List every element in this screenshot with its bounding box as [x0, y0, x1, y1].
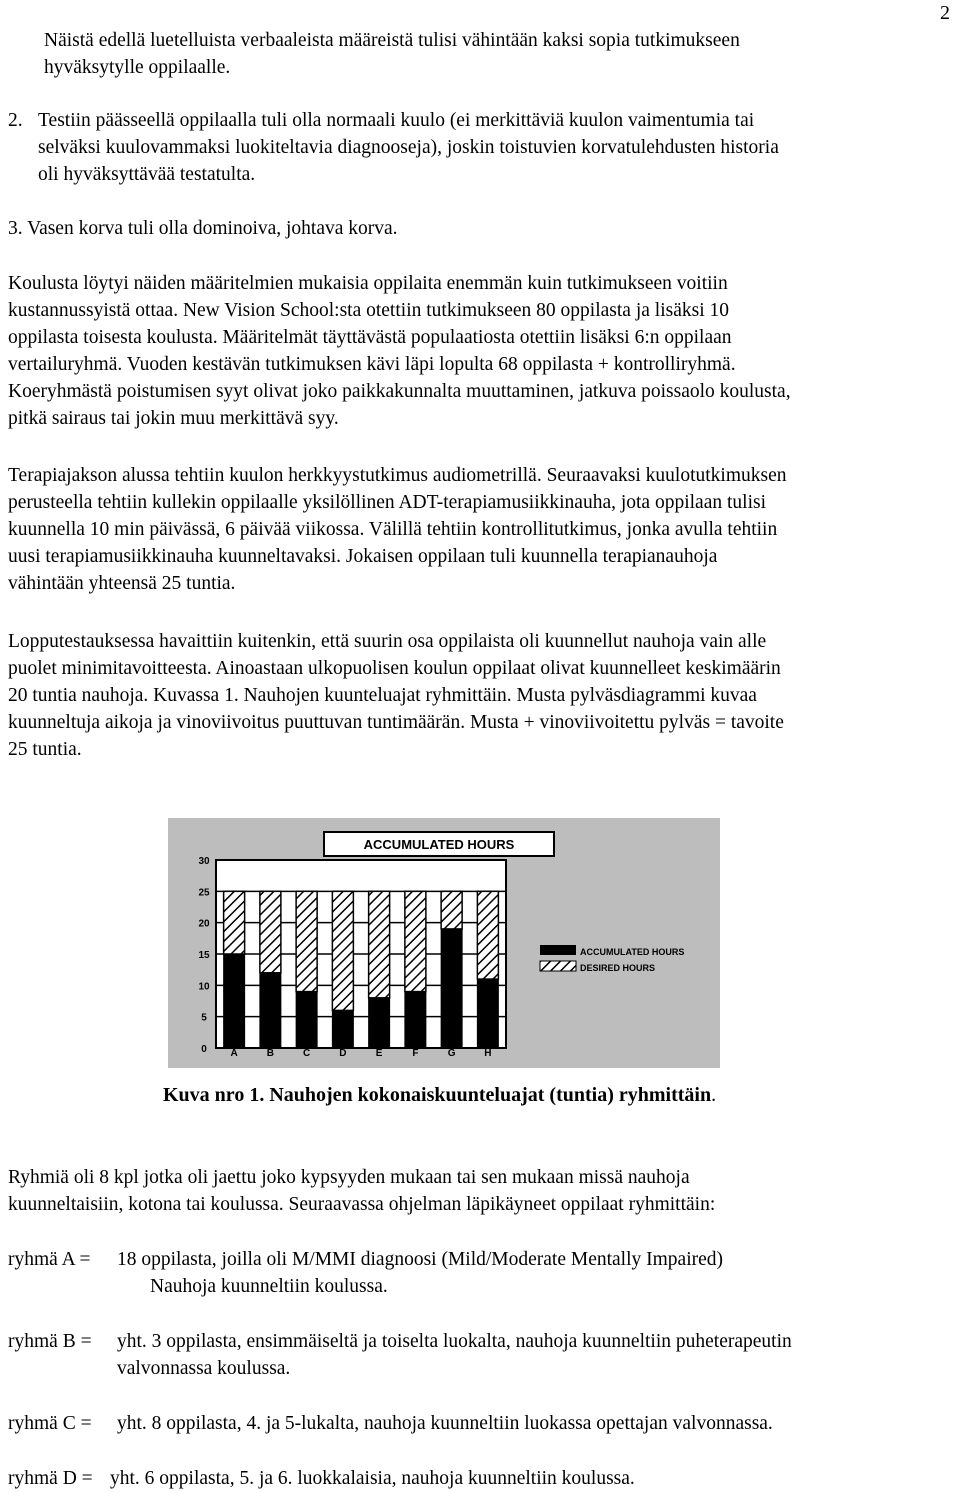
text-line: hyväksytylle oppilaalle.: [44, 57, 231, 78]
text-line: Ryhmiä oli 8 kpl jotka oli jaettu joko kypsyyden mukaan tai sen mukaan missä nauhoja: [8, 1167, 690, 1188]
x-tick-label: F: [412, 1048, 419, 1059]
caption-bold: Kuva nro 1. Nauhojen kokonaiskuunteluajat (tuntia) ryhmittäin: [163, 1084, 712, 1106]
caption-tail: .: [711, 1084, 717, 1106]
legend-swatch-desired: [540, 961, 576, 971]
group-text: 18 oppilasta, joilla oli M/MMI diagnoosi (Mild/Moderate Mentally Impaired): [117, 1249, 724, 1270]
bar-desired: [441, 891, 462, 929]
chart-title: ACCUMULATED HOURS: [363, 837, 515, 852]
text-line: pitkä sairaus tai jokin muu merkittävä syy.: [8, 408, 339, 429]
legend-label-desired: DESIRED HOURS: [580, 963, 656, 973]
chart-canvas: [168, 818, 720, 1068]
bar-desired: [296, 891, 317, 991]
bar-accumulated: [224, 954, 245, 1048]
text-line: uusi terapiamusiikkinauha kuunneltavaksi. Jokaisen oppilaan tuli kuunnella terapianauhoja: [8, 546, 718, 567]
text-line: vertailuryhmä. Vuoden kestävän tutkimuksen kävi läpi lopulta 68 oppilasta + kontrolliryhmä.: [8, 354, 736, 375]
group-text: yht. 3 oppilasta, ensimmäiseltä ja toiselta luokalta, nauhoja kuunneltiin puheterapeutin: [117, 1331, 792, 1352]
text-line: Näistä edellä luetelluista verbaaleista määreistä tulisi vähintään kaksi sopia tutkimukseen: [44, 30, 740, 51]
text-line: Terapiajakson alussa tehtiin kuulon herkkyystutkimus audiometrillä. Seuraavaksi kuulotutkimuksen: [8, 465, 787, 486]
group-text: yht. 6 oppilasta, 5. ja 6. luokkalaisia, nauhoja kuunneltiin koulussa.: [110, 1468, 635, 1489]
text-line: Koulusta löytyi näiden määritelmien mukaisia oppilaita enemmän kuin tutkimukseen voitiin: [8, 273, 728, 294]
text-line: Lopputestauksessa havaittiin kuitenkin, että suurin osa oppilaista oli kuunnellut nauhoja vain alle: [8, 631, 767, 652]
x-tick-label: A: [230, 1048, 238, 1059]
bar-desired: [224, 891, 245, 954]
group-label: ryhmä C =: [8, 1413, 92, 1434]
page-number: 2: [940, 2, 950, 24]
bar-desired: [332, 891, 353, 1010]
y-tick-label: 0: [201, 1044, 207, 1055]
list-item-3: 3. Vasen korva tuli olla dominoiva, johtava korva.: [8, 218, 398, 239]
figure-caption: [163, 1082, 716, 1109]
group-text: Nauhoja kuunneltiin koulussa.: [150, 1276, 388, 1297]
bar-accumulated: [441, 929, 462, 1048]
y-tick-label: 30: [198, 856, 210, 867]
bar-accumulated: [405, 992, 426, 1048]
bar-desired: [369, 891, 390, 998]
x-tick-label: C: [303, 1048, 311, 1059]
text-line: perusteella tehtiin kullekin oppilaalle yksilöllinen ADT-terapiamusiikkinauha, jota oppilaan tulisi: [8, 492, 766, 513]
y-tick-label: 5: [201, 1012, 207, 1024]
x-tick-label: B: [266, 1048, 274, 1059]
text-line: Testiin päässeellä oppilaalla tuli olla normaali kuulo (ei merkittäviä kuulon vaimentumia tai: [38, 110, 755, 131]
text-line: kustannussyistä ottaa. New Vision School:sta otettiin tutkimukseen 80 oppilasta ja lisäksi 10: [8, 300, 729, 321]
bar-accumulated: [477, 979, 498, 1048]
text-line: oppilasta toisesta koulusta. Määritelmät täyttävästä populaatiosta otettiin lisäksi 6:n oppilaan: [8, 327, 732, 348]
text-line: oli hyväksyttävää testatulta.: [38, 164, 256, 185]
x-tick-label: D: [339, 1048, 347, 1059]
text-line: 25 tuntia.: [8, 739, 82, 760]
y-tick-label: 15: [198, 950, 210, 961]
bar-chart: [168, 818, 720, 1068]
group-text: yht. 8 oppilasta, 4. ja 5-lukalta, nauhoja kuunneltiin luokassa opettajan valvonnassa.: [117, 1413, 773, 1434]
text-line: kuunneltuja aikoja ja vinoviivoitus puuttuvan tuntimäärän. Musta + vinoviivoitettu pylväs = tavoite: [8, 712, 784, 733]
text-line: Koeryhmästä poistumisen syyt olivat joko paikkakunnalta muuttaminen, jatkuva poissaolo koulusta,: [8, 381, 791, 402]
bar-desired: [405, 891, 426, 991]
group-label: ryhmä D =: [8, 1468, 93, 1489]
text-line: puolet minimitavoitteesta. Ainoastaan ulkopuolisen koulun oppilaat olivat kuunnelleet keskimäärin: [8, 658, 781, 679]
bar-desired: [477, 891, 498, 979]
x-tick-label: H: [484, 1048, 492, 1059]
bar-accumulated: [296, 992, 317, 1048]
text-line: kuunnella 10 min päivässä, 6 päivää viikossa. Välillä tehtiin kontrollitutkimus, jonka avulla tehtiin: [8, 519, 778, 540]
group-text: valvonnassa koulussa.: [117, 1358, 291, 1379]
group-label: ryhmä A =: [8, 1249, 91, 1270]
x-tick-label: E: [375, 1048, 383, 1059]
text-line: kuunneltaisiin, kotona tai koulussa. Seuraavassa ohjelman läpikäyneet oppilaat ryhmittäin:: [8, 1194, 716, 1215]
bar-desired: [260, 891, 281, 972]
x-tick-label: G: [447, 1048, 456, 1059]
bar-accumulated: [369, 998, 390, 1048]
legend-swatch-accumulated: [540, 945, 576, 955]
text-line: 20 tuntia nauhoja. Kuvassa 1. Nauhojen kuunteluajat ryhmittäin. Musta pylväsdiagrammi kuvaa: [8, 685, 757, 706]
y-tick-label: 25: [198, 887, 210, 899]
y-tick-label: 20: [198, 918, 210, 930]
text-line: selväksi kuulovammaksi luokiteltavia diagnooseja), joskin toistuvien korvatulehdusten historia: [38, 137, 779, 158]
list-number: 2.: [8, 110, 23, 131]
legend-label-accumulated: ACCUMULATED HOURS: [580, 947, 685, 957]
y-tick-label: 10: [198, 981, 210, 993]
bar-accumulated: [332, 1010, 353, 1048]
group-label: ryhmä B =: [8, 1331, 92, 1352]
bar-accumulated: [260, 973, 281, 1048]
text-line: vähintään yhteensä 25 tuntia.: [8, 573, 236, 594]
